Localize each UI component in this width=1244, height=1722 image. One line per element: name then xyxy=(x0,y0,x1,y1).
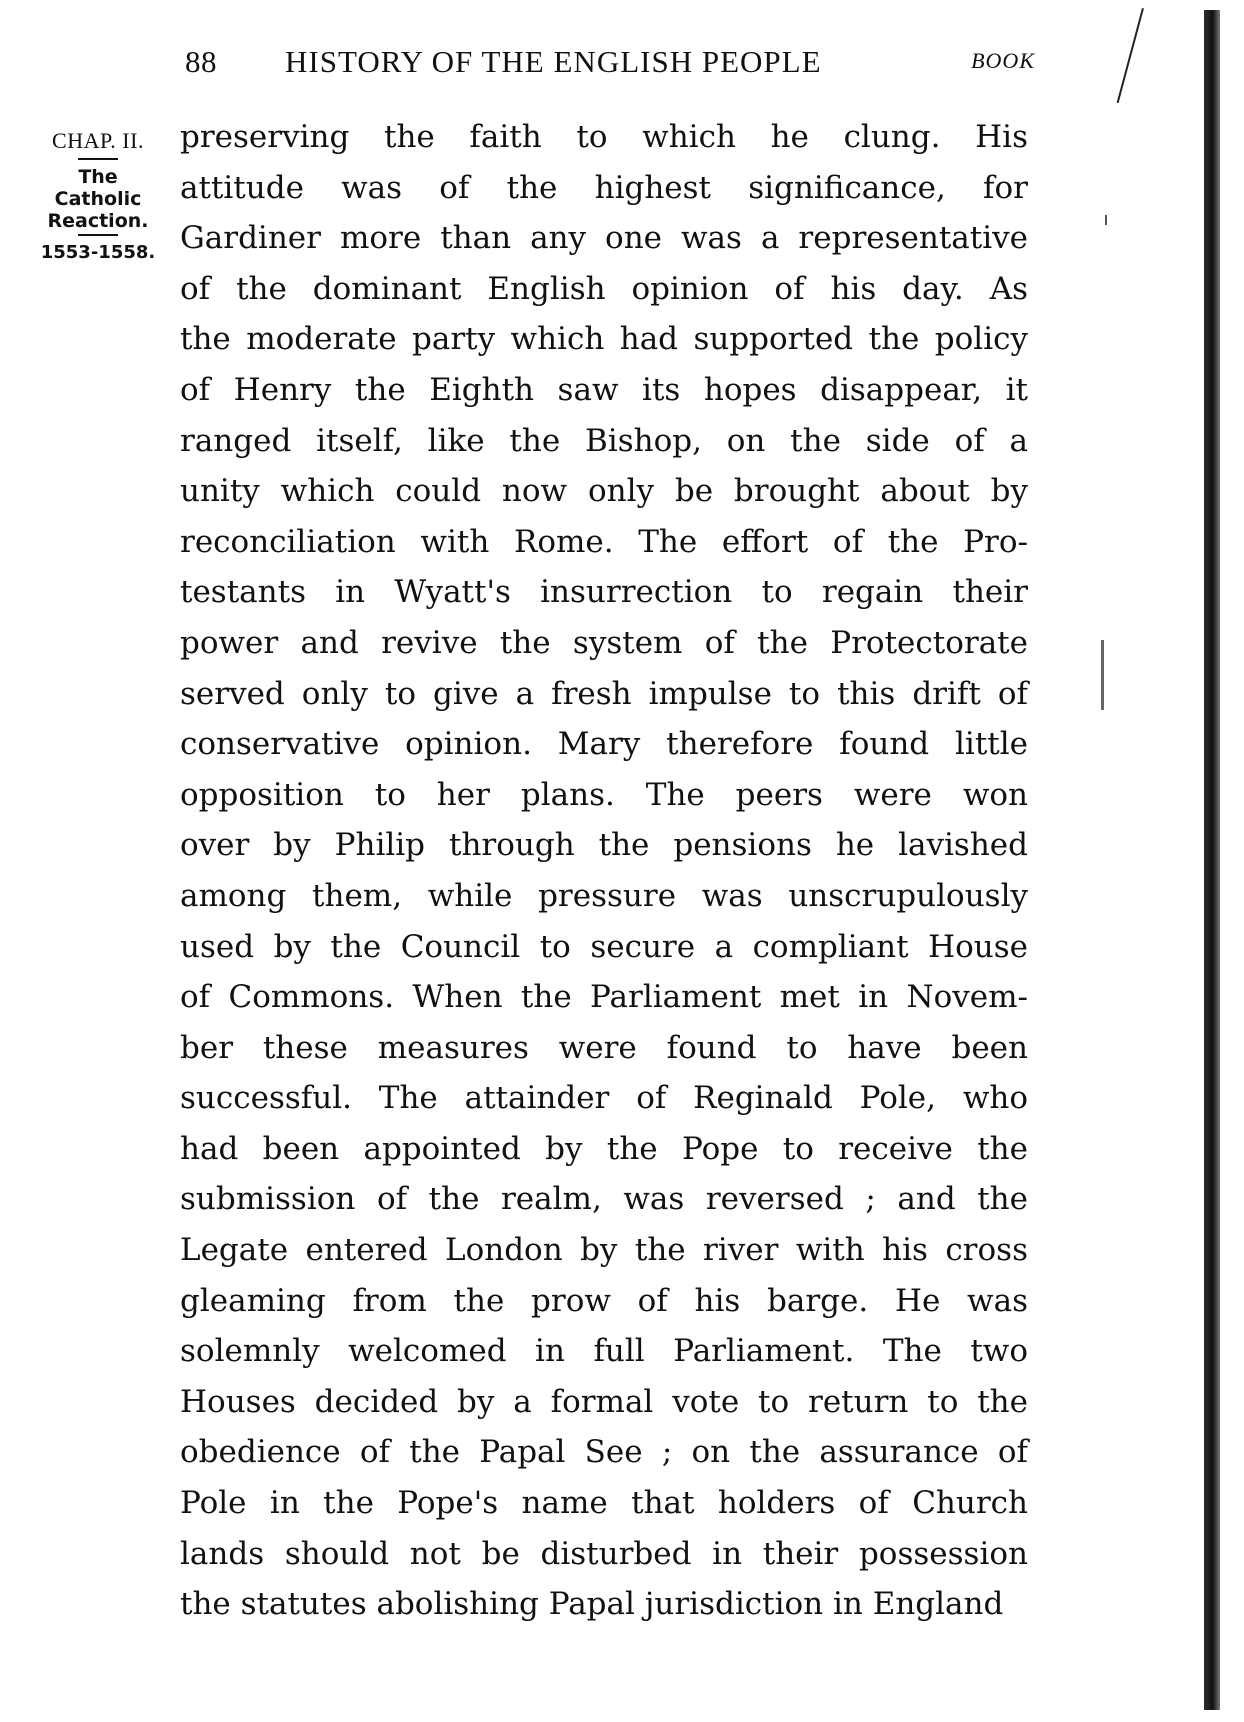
book-label: BOOK xyxy=(971,48,1035,73)
text-line: submission of the realm, was reversed ; and the xyxy=(180,1181,1028,1218)
page-number: 88 xyxy=(185,44,217,79)
text-line: served only to give a fresh impulse to this drift of xyxy=(180,675,1028,712)
text-line: unity which could now only be brought about by xyxy=(180,473,1028,510)
text-line: over by Philip through the pensions he lavished xyxy=(180,827,1028,864)
text-line: the moderate party which had supported the policy xyxy=(180,321,1028,358)
side-topic-line: The xyxy=(78,166,118,188)
text-line: opposition to her plans. The peers were won xyxy=(180,776,1028,813)
page-header xyxy=(185,44,1035,84)
text-line: lands should not be disturbed in their possession xyxy=(180,1535,1028,1572)
text-line: power and revive the system of the Protectorate xyxy=(180,624,1028,661)
text-line: of the dominant English opinion of his day. As xyxy=(180,270,1028,307)
side-topic-line: Reaction. xyxy=(47,210,149,232)
text-line: testants in Wyatt's insurrection to regain their xyxy=(180,574,1028,611)
text-line: Houses decided by a formal vote to return to the xyxy=(180,1383,1028,1420)
text-line: attitude was of the highest significance, for xyxy=(180,169,1028,206)
scan-binding-edge xyxy=(1204,10,1220,1710)
text-line: among them, while pressure was unscrupulously xyxy=(180,877,1028,914)
text-line: ber these measures were found to have been xyxy=(180,1029,1028,1066)
body-text xyxy=(180,112,1028,1630)
text-line: obedience of the Papal See ; on the assurance of xyxy=(180,1434,1028,1471)
scan-artifact xyxy=(1101,640,1104,710)
text-line: ranged itself, like the Bishop, on the side of a xyxy=(180,422,1028,459)
text-line: used by the Council to secure a compliant House xyxy=(180,928,1028,965)
margin-rule-bottom xyxy=(78,234,118,236)
side-topic xyxy=(36,166,160,232)
text-line: Legate entered London by the river with his cross xyxy=(180,1232,1028,1269)
text-line: had been appointed by the Pope to receive the xyxy=(180,1130,1028,1167)
text-line: of Commons. When the Parliament met in Novem- xyxy=(180,979,1028,1016)
date-range: 1553-1558. xyxy=(40,242,156,263)
text-line: the statutes abolishing Papal jurisdiction in England xyxy=(180,1586,1004,1623)
text-line: preserving the faith to which he clung. His xyxy=(180,119,1028,155)
chapter-label: CHAP. II. xyxy=(52,128,144,153)
scan-pencil-mark xyxy=(1117,8,1144,103)
text-line: reconciliation with Rome. The effort of the Pro- xyxy=(180,523,1028,560)
text-line: conservative opinion. Mary therefore found little xyxy=(180,726,1028,763)
text-line: Gardiner more than any one was a representative xyxy=(180,220,1028,257)
text-line: solemnly welcomed in full Parliament. The two xyxy=(180,1333,1028,1370)
margin-notes xyxy=(36,128,160,263)
scan-artifact xyxy=(1105,215,1107,225)
text-line: successful. The attainder of Reginald Pole, who xyxy=(180,1080,1028,1117)
text-line: Pole in the Pope's name that holders of Church xyxy=(180,1485,1028,1522)
margin-rule-top xyxy=(78,158,118,160)
running-title: HISTORY OF THE ENGLISH PEOPLE xyxy=(285,44,822,79)
side-topic-line: Catholic xyxy=(54,188,142,210)
text-line: gleaming from the prow of his barge. He was xyxy=(180,1282,1028,1319)
text-line: of Henry the Eighth saw its hopes disappear, it xyxy=(180,371,1028,408)
